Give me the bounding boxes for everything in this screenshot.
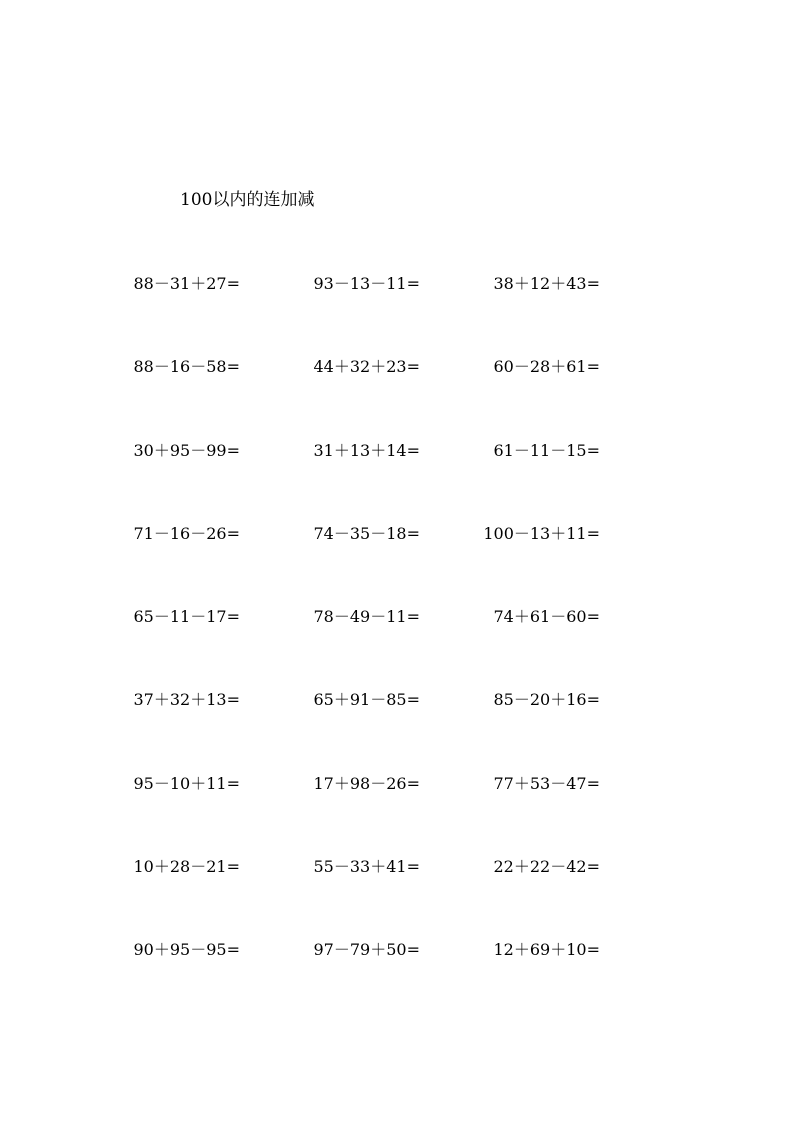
math-problem: 61－11－15= xyxy=(493,440,600,460)
math-problem: 38＋12＋43= xyxy=(493,274,600,293)
math-problem: 10＋28－21= xyxy=(133,856,240,876)
math-problem: 17＋98－26= xyxy=(313,773,420,793)
math-problem: 88－31＋27= xyxy=(133,274,240,293)
math-problem: 31＋13＋14= xyxy=(313,440,420,460)
problem-row xyxy=(0,936,794,1019)
math-problem: 44＋32＋23= xyxy=(313,357,420,377)
math-problem: 85－20＋16= xyxy=(493,690,600,710)
problem-row xyxy=(0,437,794,520)
math-problem: 22＋22－42= xyxy=(493,856,600,876)
math-problem: 74－35－18= xyxy=(313,523,420,543)
math-problem: 97－79＋50= xyxy=(313,940,420,959)
math-problem: 100－13＋11= xyxy=(483,523,600,543)
math-problem: 65－11－17= xyxy=(133,607,240,626)
math-problem: 78－49－11= xyxy=(313,607,420,626)
problem-row xyxy=(0,270,794,353)
math-problem: 60－28＋61= xyxy=(493,357,600,377)
problem-row xyxy=(0,603,794,686)
math-problem: 90＋95－95= xyxy=(133,940,240,959)
math-problem: 12＋69＋10= xyxy=(493,940,600,959)
problem-row xyxy=(0,853,794,936)
math-problem: 71－16－26= xyxy=(133,523,240,543)
math-problem: 93－13－11= xyxy=(313,274,420,293)
math-problem: 74＋61－60= xyxy=(493,607,600,626)
math-problem: 77＋53－47= xyxy=(493,773,600,793)
worksheet-title: 100以内的连加减 xyxy=(180,190,315,210)
math-problem: 30＋95－99= xyxy=(133,440,240,460)
problem-row xyxy=(0,770,794,853)
problem-row xyxy=(0,520,794,603)
problem-row xyxy=(0,353,794,436)
math-problem: 88－16－58= xyxy=(133,357,240,377)
math-problem: 65＋91－85= xyxy=(313,690,420,710)
math-problem: 95－10＋11= xyxy=(133,773,240,793)
problem-grid xyxy=(0,270,794,1019)
problem-row xyxy=(0,686,794,769)
math-problem: 37＋32＋13= xyxy=(133,690,240,710)
math-problem: 55－33＋41= xyxy=(313,856,420,876)
